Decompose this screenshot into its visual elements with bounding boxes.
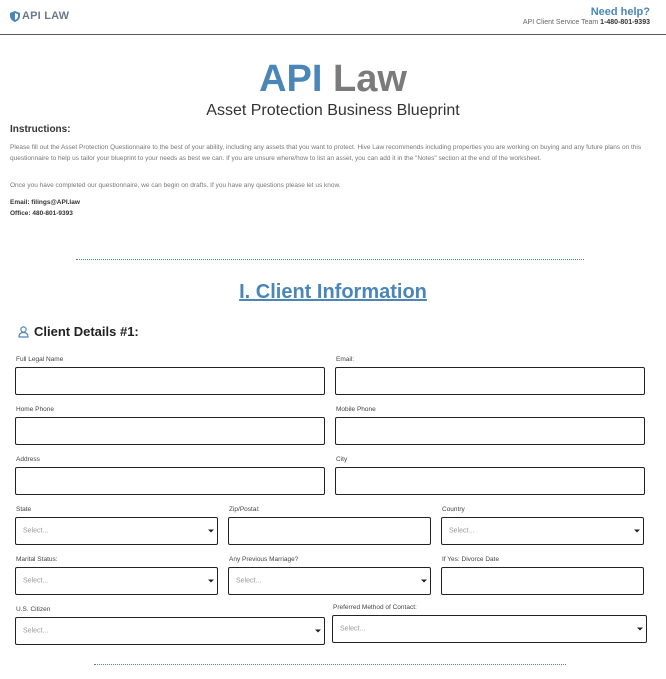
- divorce-date-label: If Yes: Divorce Date: [442, 556, 500, 563]
- zip-input[interactable]: [228, 517, 431, 545]
- divider: [76, 259, 584, 260]
- us-citizen-select[interactable]: [15, 617, 325, 645]
- contact-method-select-value: Select...: [340, 625, 366, 633]
- user-icon: [18, 326, 29, 338]
- previous-marriage-select-value: Select...: [236, 577, 262, 585]
- brand-part-1: API: [259, 58, 323, 100]
- instructions-heading: Instructions:: [10, 124, 71, 135]
- brand-part-2: Law: [333, 58, 407, 100]
- address-input[interactable]: [15, 467, 325, 495]
- mobile-phone-input[interactable]: [335, 417, 645, 445]
- marital-status-select-value: Select...: [23, 577, 49, 585]
- full-legal-name-input[interactable]: [15, 367, 325, 395]
- home-phone-label: Home Phone: [16, 406, 54, 413]
- country-select[interactable]: [441, 517, 644, 545]
- us-citizen-select-value: Select...: [23, 627, 49, 635]
- contact-office: Office: 480-801-9393: [10, 210, 73, 217]
- home-phone-input[interactable]: [15, 417, 325, 445]
- caret-down-icon: [208, 530, 214, 533]
- instructions-paragraph-2: Once you have completed our questionnaire, we can begin on drafts. If you have any questions please let us know.: [10, 182, 341, 189]
- brand-title: [0, 58, 666, 100]
- logo[interactable]: [10, 10, 69, 22]
- state-label: State: [16, 506, 32, 513]
- help-phone[interactable]: 1-480-801-9393: [600, 19, 650, 26]
- email-label: Email:: [336, 356, 355, 363]
- contact-email[interactable]: Email: filings@API.law: [10, 199, 80, 206]
- email-input[interactable]: [335, 367, 645, 395]
- caret-down-icon: [208, 580, 214, 583]
- help-team: API Client Service Team: [522, 19, 599, 26]
- logo-text: API LAW: [22, 10, 70, 22]
- instructions-paragraph-1: Please fill out the Asset Protection Questionnaire to the best of your ability, including any assets that you want to protect. Hive Law recommends including properties you are working on buying and any future plans on this questionnaire to help us tailor your blueprint to your needs as best we can. If you are unsure where/how to list an asset, you can add it in the "Notes" section at the end of the worksheet.: [10, 144, 642, 162]
- us-citizen-label: U.S. Citizen: [16, 606, 51, 613]
- divorce-date-input[interactable]: [441, 567, 644, 595]
- page-subtitle: Asset Protection Business Blueprint: [206, 102, 460, 119]
- full-legal-name-label: Full Legal Name: [16, 356, 64, 363]
- state-select[interactable]: [15, 517, 218, 545]
- city-label: City: [336, 456, 348, 463]
- help-box: [523, 6, 650, 28]
- country-select-value: Select...: [449, 527, 475, 535]
- caret-down-icon: [637, 628, 643, 631]
- zip-label: Zip/Postal:: [229, 506, 260, 513]
- contact-method-label: Preferred Method of Contact:: [333, 604, 417, 611]
- section-title: I. Client Information: [239, 281, 427, 303]
- client-details-heading: [18, 324, 139, 339]
- divider-bottom: [94, 664, 566, 665]
- contact-method-select[interactable]: [332, 615, 647, 643]
- caret-down-icon: [634, 530, 640, 533]
- caret-down-icon: [315, 630, 321, 633]
- mobile-phone-label: Mobile Phone: [336, 406, 376, 413]
- help-contact: [523, 18, 650, 28]
- caret-down-icon: [421, 580, 427, 583]
- country-label: Country: [442, 506, 465, 513]
- client-details-title: Client Details #1:: [34, 324, 139, 339]
- previous-marriage-select[interactable]: [228, 567, 431, 595]
- previous-marriage-label: Any Previous Marriage?: [229, 556, 299, 563]
- marital-status-select[interactable]: [15, 567, 218, 595]
- shield-icon: [10, 11, 20, 22]
- marital-status-label: Marital Status:: [16, 556, 58, 563]
- state-select-value: Select...: [23, 527, 49, 535]
- top-bar: [0, 0, 666, 35]
- city-input[interactable]: [335, 467, 645, 495]
- help-title: Need help?: [590, 6, 650, 18]
- address-label: Address: [16, 456, 40, 463]
